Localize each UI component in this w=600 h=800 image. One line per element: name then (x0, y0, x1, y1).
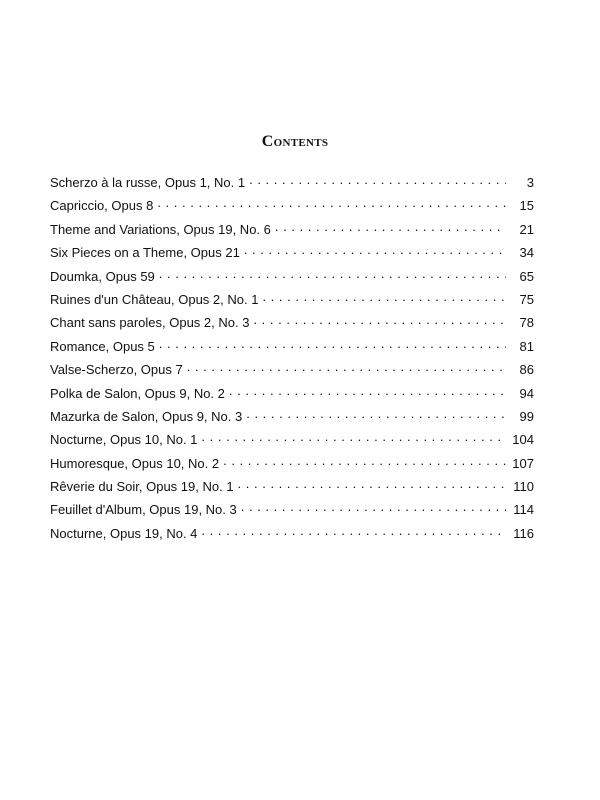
page-title: Contents (261, 133, 329, 150)
entry-page-number: 75 (519, 291, 534, 307)
dot-leader (187, 361, 506, 374)
toc-entry (50, 478, 534, 501)
entry-page-number: 15 (519, 198, 534, 214)
dot-leader (201, 525, 506, 538)
entry-title: Nocturne, Opus 19, No. 4 (50, 525, 198, 541)
entry-page-number: 116 (513, 525, 534, 541)
dot-leader (159, 338, 506, 351)
dot-leader (201, 431, 506, 444)
toc-entry (50, 455, 534, 478)
toc-entry (50, 244, 534, 267)
entry-title: Rêverie du Soir, Opus 19, No. 1 (50, 479, 234, 495)
toc-entry (50, 361, 534, 384)
dot-leader (249, 174, 506, 187)
entry-title: Scherzo à la russe, Opus 1, No. 1 (50, 175, 246, 190)
entry-title: Doumka, Opus 59 (50, 268, 155, 284)
entry-title: Humoresque, Opus 10, No. 2 (50, 455, 220, 471)
entry-title: Theme and Variations, Opus 19, No. 6 (50, 221, 271, 237)
entry-page-number: 78 (519, 315, 534, 331)
toc-entry (50, 338, 534, 361)
entry-title: Mazurka de Salon, Opus 9, No. 3 (50, 408, 243, 424)
toc-entry (50, 221, 534, 244)
toc-entry (50, 385, 534, 408)
toc-entry (50, 431, 534, 454)
toc-entry (50, 268, 534, 291)
entry-page-number: 81 (519, 338, 534, 354)
dot-leader (159, 268, 506, 281)
dot-leader (223, 455, 506, 468)
entry-page-number: 65 (519, 268, 534, 284)
dot-leader (238, 478, 506, 491)
dot-leader (229, 385, 506, 398)
dot-leader (244, 244, 506, 257)
entry-page-number: 86 (519, 362, 534, 378)
dot-leader (241, 501, 506, 514)
entry-page-number: 21 (519, 221, 534, 237)
dot-leader (275, 221, 506, 234)
entry-title: Ruines d'un Château, Opus 2, No. 1 (50, 291, 259, 307)
entry-title: Six Pieces on a Theme, Opus 21 (50, 245, 240, 261)
toc-entry (50, 291, 534, 314)
entry-title: Valse-Scherzo, Opus 7 (50, 362, 183, 378)
entry-page-number: 107 (512, 455, 534, 471)
entry-page-number: 94 (519, 385, 534, 401)
entry-page-number: 110 (513, 479, 534, 495)
entry-title: Nocturne, Opus 10, No. 1 (50, 432, 198, 448)
toc-entry (50, 408, 534, 431)
entry-title: Romance, Opus 5 (50, 338, 155, 354)
toc-entry (50, 501, 534, 524)
dot-leader (157, 197, 506, 210)
entry-title: Chant sans paroles, Opus 2, No. 3 (50, 315, 250, 331)
dot-leader (253, 314, 506, 327)
dot-leader (262, 291, 506, 304)
entry-title: Polka de Salon, Opus 9, No. 2 (50, 385, 225, 401)
toc-entry (50, 314, 534, 337)
toc-entry (50, 174, 534, 197)
dot-leader (246, 408, 506, 421)
entry-page-number: 99 (519, 408, 534, 424)
entry-page-number: 3 (526, 175, 534, 190)
entry-title: Capriccio, Opus 8 (50, 198, 154, 214)
toc-entry (50, 525, 534, 548)
entry-page-number: 114 (513, 502, 534, 518)
table-of-contents (50, 174, 534, 548)
entry-page-number: 104 (512, 432, 534, 448)
entry-title: Feuillet d'Album, Opus 19, No. 3 (50, 502, 237, 518)
entry-page-number: 34 (519, 245, 534, 261)
toc-entry (50, 197, 534, 220)
